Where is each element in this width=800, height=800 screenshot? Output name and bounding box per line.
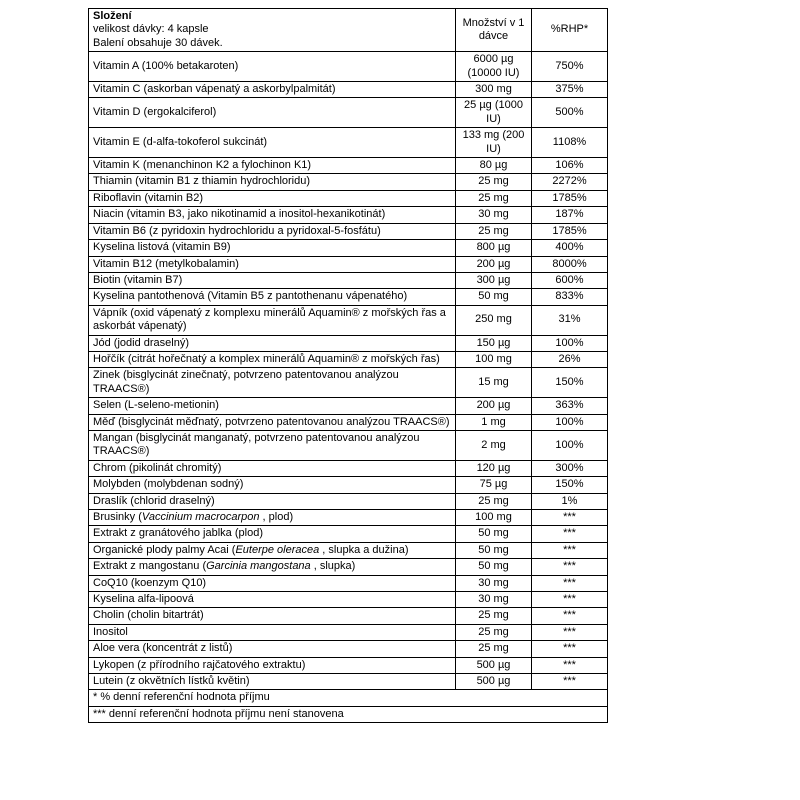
ingredient-name: Lutein (z okvětních lístků květin) (89, 674, 456, 690)
ingredient-name: Aloe vera (koncentrát z listů) (89, 641, 456, 657)
ingredient-name: Vitamin C (askorban vápenatý a askorbylpalmitát) (89, 82, 456, 98)
table-header-row (89, 9, 608, 52)
header-composition-cell (89, 9, 456, 52)
table-row (89, 240, 608, 256)
ingredient-name: Vitamin A (100% betakaroten) (89, 52, 456, 82)
ingredient-rhp: *** (532, 542, 608, 558)
ingredient-rhp: 1% (532, 493, 608, 509)
ingredient-amount: 80 µg (456, 158, 532, 174)
ingredient-name: Selen (L-seleno-metionin) (89, 398, 456, 414)
ingredient-amount: 25 mg (456, 174, 532, 190)
ingredient-name: Jód (jodid draselný) (89, 335, 456, 351)
table-row (89, 624, 608, 640)
ingredient-rhp: *** (532, 592, 608, 608)
table-row (89, 256, 608, 272)
ingredient-amount: 75 µg (456, 477, 532, 493)
ingredient-amount: 120 µg (456, 460, 532, 476)
ingredient-rhp: 400% (532, 240, 608, 256)
ingredient-amount: 30 mg (456, 592, 532, 608)
ingredient-name: Kyselina alfa-lipoová (89, 592, 456, 608)
ingredient-amount: 25 mg (456, 493, 532, 509)
header-composition-title: Složení (93, 10, 132, 22)
ingredient-amount: 25 mg (456, 608, 532, 624)
table-row (89, 190, 608, 206)
ingredient-amount: 50 mg (456, 559, 532, 575)
ingredient-name: Riboflavin (vitamin B2) (89, 190, 456, 206)
header-rhp: %RHP* (532, 9, 608, 52)
ingredient-rhp: 500% (532, 98, 608, 128)
ingredient-amount: 300 mg (456, 82, 532, 98)
table-row (89, 351, 608, 367)
ingredient-name: Inositol (89, 624, 456, 640)
header-servings-per-pack: Balení obsahuje 30 dávek. (93, 36, 223, 49)
ingredient-rhp: *** (532, 641, 608, 657)
ingredient-amount: 150 µg (456, 335, 532, 351)
table-row (89, 98, 608, 128)
table-row (89, 510, 608, 526)
ingredient-name: Vitamin B6 (z pyridoxin hydrochloridu a pyridoxal-5-fosfátu) (89, 223, 456, 239)
ingredient-name: Vápník (oxid vápenatý z komplexu minerálů Aquamin® z mořských řas a askorbát vápenatý) (89, 305, 456, 335)
table-row (89, 174, 608, 190)
ingredient-amount: 500 µg (456, 657, 532, 673)
ingredient-rhp: 100% (532, 430, 608, 460)
table-row (89, 542, 608, 558)
ingredient-rhp: 8000% (532, 256, 608, 272)
ingredient-rhp: 26% (532, 351, 608, 367)
ingredient-name: Extrakt z granátového jablka (plod) (89, 526, 456, 542)
ingredient-rhp: *** (532, 657, 608, 673)
ingredient-name: CoQ10 (koenzym Q10) (89, 575, 456, 591)
ingredient-amount: 25 µg (1000 IU) (456, 98, 532, 128)
ingredient-rhp: 833% (532, 289, 608, 305)
ingredient-name: Měď (bisglycinát měďnatý, potvrzeno patentovanou analýzou TRAACS®) (89, 414, 456, 430)
table-row (89, 477, 608, 493)
ingredient-name: Extrakt z mangostanu (Garcinia mangostana , slupka) (89, 559, 456, 575)
ingredient-name: Chrom (pikolinát chromitý) (89, 460, 456, 476)
table-row (89, 158, 608, 174)
ingredient-rhp: *** (532, 674, 608, 690)
table-row (89, 368, 608, 398)
ingredient-amount: 25 mg (456, 190, 532, 206)
supplement-facts-table (88, 8, 608, 723)
ingredient-amount: 50 mg (456, 542, 532, 558)
ingredient-rhp: 31% (532, 305, 608, 335)
header-serving-size: velikost dávky: 4 kapsle (93, 23, 209, 36)
table-row (89, 414, 608, 430)
ingredient-amount: 30 mg (456, 207, 532, 223)
ingredient-rhp: *** (532, 575, 608, 591)
table-row (89, 398, 608, 414)
ingredient-amount: 30 mg (456, 575, 532, 591)
ingredient-amount: 300 µg (456, 272, 532, 288)
table-row (89, 608, 608, 624)
ingredient-amount: 25 mg (456, 223, 532, 239)
ingredient-rhp: 150% (532, 477, 608, 493)
table-row (89, 82, 608, 98)
ingredient-name: Brusinky (Vaccinium macrocarpon , plod) (89, 510, 456, 526)
ingredient-amount: 1 mg (456, 414, 532, 430)
ingredient-rhp: 1108% (532, 128, 608, 158)
ingredient-rhp: 375% (532, 82, 608, 98)
ingredient-name: Vitamin K (menanchinon K2 a fylochinon K1) (89, 158, 456, 174)
ingredient-amount: 6000 µg (10000 IU) (456, 52, 532, 82)
ingredient-amount: 50 mg (456, 289, 532, 305)
ingredient-amount: 100 mg (456, 510, 532, 526)
table-row (89, 592, 608, 608)
ingredient-amount: 200 µg (456, 256, 532, 272)
ingredient-amount: 200 µg (456, 398, 532, 414)
table-row (89, 430, 608, 460)
footnote: * % denní referenční hodnota příjmu (89, 690, 608, 706)
ingredient-name: Organické plody palmy Acai (Euterpe oleracea , slupka a dužina) (89, 542, 456, 558)
table-row (89, 305, 608, 335)
ingredient-amount: 100 mg (456, 351, 532, 367)
ingredient-amount: 500 µg (456, 674, 532, 690)
ingredient-rhp: 363% (532, 398, 608, 414)
table-row (89, 272, 608, 288)
table-row (89, 674, 608, 690)
ingredient-rhp: 1785% (532, 190, 608, 206)
table-row (89, 335, 608, 351)
ingredient-rhp: 600% (532, 272, 608, 288)
ingredient-name: Kyselina listová (vitamin B9) (89, 240, 456, 256)
ingredient-amount: 25 mg (456, 641, 532, 657)
ingredient-rhp: *** (532, 608, 608, 624)
header-amount: Množství v 1 dávce (456, 9, 532, 52)
ingredient-rhp: 750% (532, 52, 608, 82)
ingredient-rhp: 100% (532, 335, 608, 351)
footnote-row (89, 706, 608, 722)
ingredient-rhp: 2272% (532, 174, 608, 190)
table-row (89, 493, 608, 509)
table-row (89, 289, 608, 305)
table-row (89, 128, 608, 158)
ingredient-name: Molybden (molybdenan sodný) (89, 477, 456, 493)
ingredient-rhp: *** (532, 624, 608, 640)
ingredient-amount: 800 µg (456, 240, 532, 256)
ingredient-name: Hořčík (citrát hořečnatý a komplex minerálů Aquamin® z mořských řas) (89, 351, 456, 367)
ingredient-rhp: 187% (532, 207, 608, 223)
footnote: *** denní referenční hodnota příjmu není stanovena (89, 706, 608, 722)
ingredient-rhp: 150% (532, 368, 608, 398)
ingredient-rhp: *** (532, 526, 608, 542)
ingredient-rhp: 100% (532, 414, 608, 430)
table-body (89, 52, 608, 723)
ingredient-amount: 15 mg (456, 368, 532, 398)
ingredient-rhp: *** (532, 510, 608, 526)
ingredient-name: Vitamin D (ergokalciferol) (89, 98, 456, 128)
ingredient-rhp: 300% (532, 460, 608, 476)
table-row (89, 526, 608, 542)
table-row (89, 460, 608, 476)
ingredient-name: Niacin (vitamin B3, jako nikotinamid a inositol-hexanikotinát) (89, 207, 456, 223)
ingredient-name: Draslík (chlorid draselný) (89, 493, 456, 509)
table-row (89, 641, 608, 657)
ingredient-amount: 2 mg (456, 430, 532, 460)
ingredient-amount: 250 mg (456, 305, 532, 335)
table-row (89, 575, 608, 591)
ingredient-name: Vitamin E (d-alfa-tokoferol sukcinát) (89, 128, 456, 158)
ingredient-amount: 50 mg (456, 526, 532, 542)
table-row (89, 657, 608, 673)
table-row (89, 52, 608, 82)
table-row (89, 223, 608, 239)
ingredient-amount: 133 mg (200 IU) (456, 128, 532, 158)
ingredient-amount: 25 mg (456, 624, 532, 640)
ingredient-name: Biotin (vitamin B7) (89, 272, 456, 288)
ingredient-rhp: *** (532, 559, 608, 575)
table-row (89, 207, 608, 223)
ingredient-name: Kyselina pantothenová (Vitamin B5 z pantothenanu vápenatého) (89, 289, 456, 305)
ingredient-rhp: 106% (532, 158, 608, 174)
ingredient-name: Vitamin B12 (metylkobalamin) (89, 256, 456, 272)
ingredient-rhp: 1785% (532, 223, 608, 239)
ingredient-name: Cholin (cholin bitartrát) (89, 608, 456, 624)
ingredient-name: Lykopen (z přírodního rajčatového extraktu) (89, 657, 456, 673)
ingredient-name: Mangan (bisglycinát manganatý, potvrzeno patentovanou analýzou TRAACS®) (89, 430, 456, 460)
table-row (89, 559, 608, 575)
footnote-row (89, 690, 608, 706)
ingredient-name: Zinek (bisglycinát zinečnatý, potvrzeno patentovanou analýzou TRAACS®) (89, 368, 456, 398)
ingredient-name: Thiamin (vitamin B1 z thiamin hydrochloridu) (89, 174, 456, 190)
